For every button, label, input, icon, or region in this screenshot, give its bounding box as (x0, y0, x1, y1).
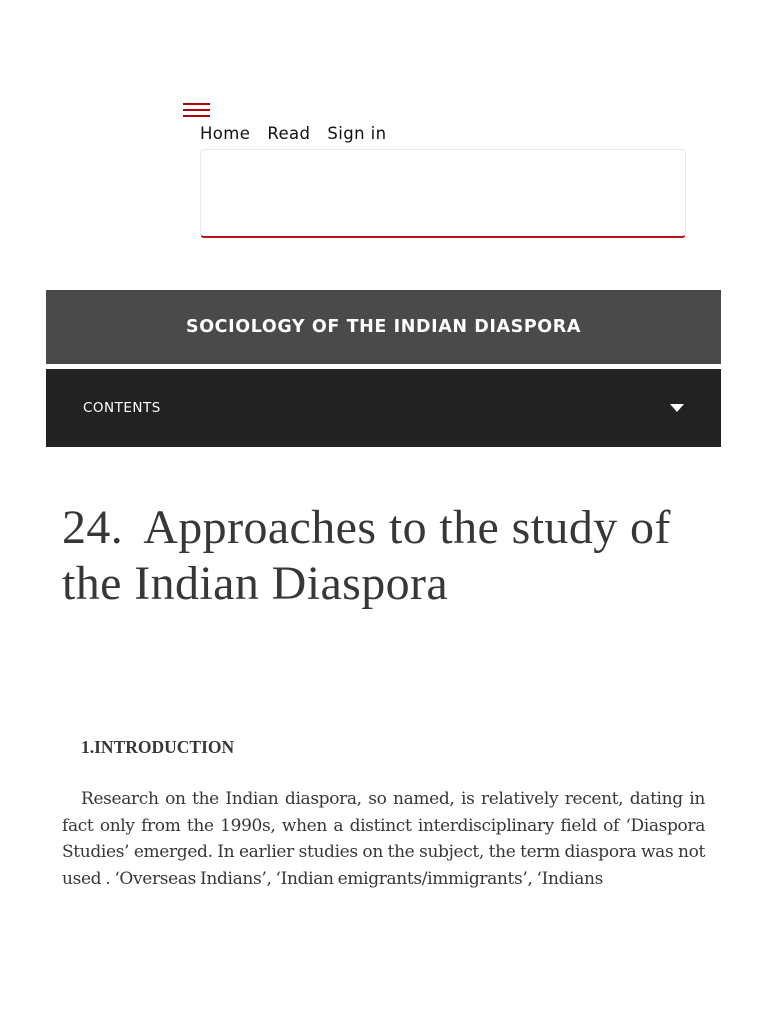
chapter-number: 24. (62, 501, 124, 554)
section-heading: 1.INTRODUCTION (81, 737, 235, 757)
top-nav (200, 124, 386, 143)
hamburger-menu-icon (183, 103, 210, 105)
caret-down-icon (670, 404, 684, 412)
chapter-title (62, 500, 702, 612)
nav-link-sign-in[interactable]: Sign in (327, 124, 387, 143)
nav-link-read[interactable]: Read (267, 124, 311, 143)
contents-toggle[interactable] (46, 369, 721, 447)
nav-link-home[interactable]: Home (200, 124, 251, 143)
book-title-bar[interactable] (46, 290, 721, 364)
menu-button[interactable] (183, 103, 210, 120)
search-input[interactable] (200, 149, 686, 238)
body-paragraph: Research on the Indian diaspora, so named, is relatively recent, dating in fact only from the 1990s, when a distinct interdisciplinary field of ‘Diaspora Studies’ emerged. In earlier studies on the subject, the term diaspora was not used . ‘Overseas Indians’, ‘Indian emigrants/immigrants’, ‘Indians (62, 789, 705, 889)
contents-label: CONTENTS (83, 400, 161, 416)
chapter-title-text: Approaches to the study of the Indian Diaspora (62, 501, 671, 610)
book-title[interactable]: SOCIOLOGY OF THE INDIAN DIASPORA (186, 317, 581, 337)
